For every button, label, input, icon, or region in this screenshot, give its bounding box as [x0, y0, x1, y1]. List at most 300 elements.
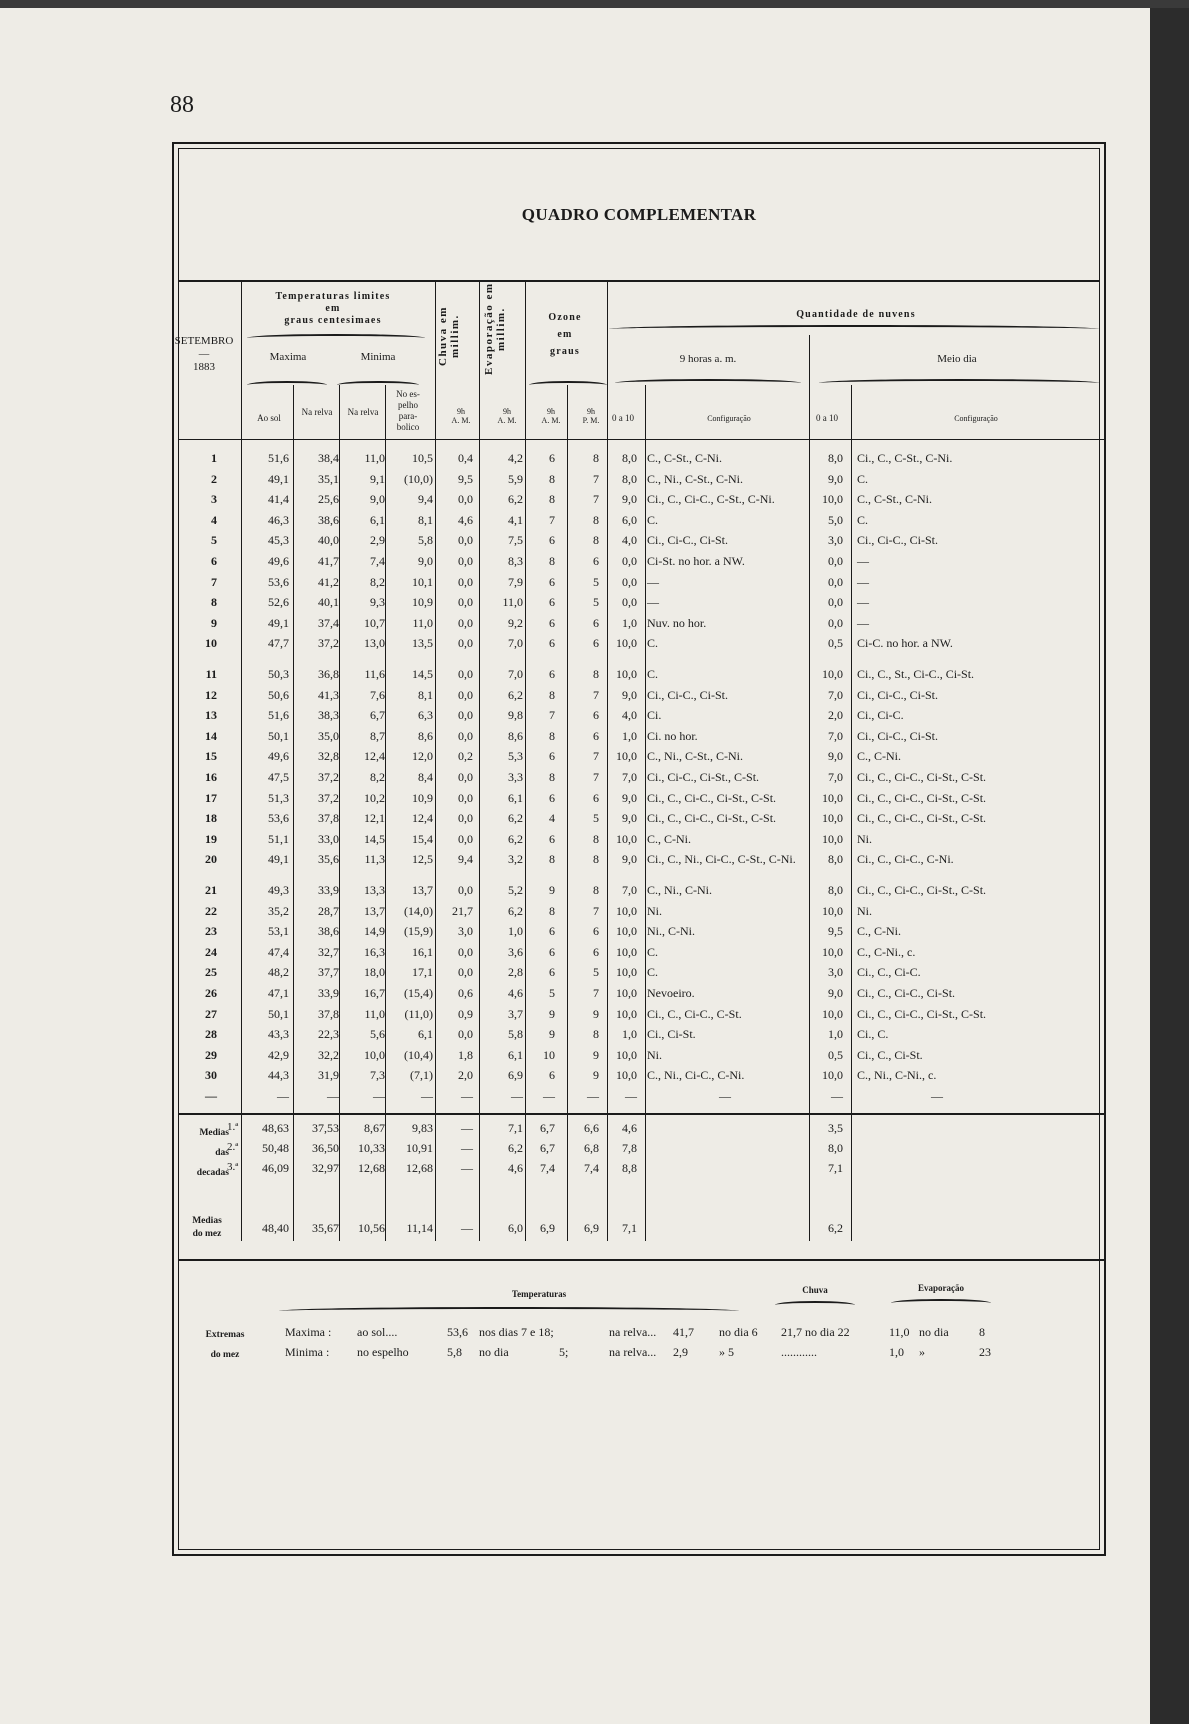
cell-n12: 3,0 — [828, 533, 843, 548]
cell-oz_am: 10 — [543, 1047, 555, 1062]
cell-c12: Ci., C., Ci-C., Ci-St., C-St. — [857, 811, 987, 826]
table-row — [179, 688, 1105, 708]
extremas-maxima-i: no dia — [919, 1325, 949, 1339]
cell-esp: 11,14 — [406, 1221, 433, 1235]
extremas-minima-a: no espelho — [357, 1345, 409, 1359]
extremas-maxima-h: 11,0 — [889, 1325, 910, 1339]
column-rule — [435, 281, 436, 439]
cell-evap: 7,1 — [508, 1121, 523, 1135]
cell-chuva: — — [461, 1121, 473, 1135]
cell-chuva: 0,4 — [458, 451, 473, 465]
cell-chuva: 9,5 — [458, 471, 473, 486]
header-minima: Minima — [360, 351, 396, 363]
cell-oz_am: 9 — [549, 1027, 555, 1042]
cell-c12: — — [857, 615, 869, 630]
cell-n9: 10,0 — [616, 831, 637, 846]
cell-c12: Ni. — [857, 831, 872, 846]
cell-sol: 50,1 — [268, 728, 289, 743]
cell-evap: 6,1 — [508, 790, 523, 805]
cell-oz_pm: 8 — [593, 533, 599, 548]
cell-evap: 3,6 — [508, 944, 523, 959]
cell-d: 9 — [211, 615, 217, 630]
table-row — [179, 1068, 1105, 1088]
cell-evap: 7,5 — [508, 533, 523, 548]
dash-cell: — — [511, 1089, 523, 1103]
header-ozone: Ozone em graus — [548, 312, 582, 357]
cell-chuva: 0,0 — [458, 687, 473, 702]
cell-sol: 48,2 — [268, 965, 289, 980]
cell-oz_pm: 6,6 — [584, 1121, 599, 1135]
cell-chuva: — — [461, 1141, 473, 1155]
table-inner-frame — [174, 148, 1100, 1550]
cell-relva: 37,4 — [318, 615, 339, 630]
cell-evap: 4,1 — [508, 512, 523, 527]
extremas-maxima-row — [179, 1325, 1105, 1345]
table-row — [179, 575, 1105, 595]
cell-oz_pm: 7 — [593, 749, 599, 764]
cell-oz_am: 6 — [549, 574, 555, 589]
header-month: SETEMBRO — [174, 335, 234, 347]
cell-min_relva: 18,0 — [364, 965, 385, 980]
cell-esp: 8,1 — [418, 512, 433, 527]
cell-esp: 5,8 — [418, 533, 433, 548]
cell-oz_pm: 5 — [593, 965, 599, 980]
cell-n9: 9,0 — [622, 852, 637, 867]
cell-c12: C., C-Ni. — [857, 749, 902, 764]
cell-chuva: 0,0 — [458, 708, 473, 723]
cell-n12: 7,0 — [828, 687, 843, 702]
cell-min_relva: 9,3 — [370, 595, 385, 610]
cell-relva: 32,7 — [318, 944, 339, 959]
cell-c12: — — [857, 554, 869, 568]
cell-c12: Ci., C., Ci-C. — [857, 965, 921, 980]
cell-min_relva: 10,2 — [364, 790, 385, 805]
extremas-evaporacao: Evaporação — [918, 1283, 964, 1293]
header-year: 1883 — [193, 361, 215, 373]
cell-n9: 9,0 — [622, 811, 637, 826]
column-rule — [809, 335, 810, 439]
cell-c12: Ci., Ci-C., Ci-St. — [857, 687, 939, 702]
cell-oz_am: 6 — [549, 533, 555, 548]
cell-chuva: 0,0 — [458, 492, 473, 507]
cell-evap: 7,0 — [508, 667, 523, 681]
column-rule — [241, 281, 242, 439]
cell-n12: 0,5 — [828, 636, 843, 651]
cell-evap: 6,2 — [508, 687, 523, 702]
cell-evap: 3,2 — [508, 852, 523, 867]
cell-n12: 0,0 — [828, 595, 843, 610]
cell-oz_pm: 6,9 — [584, 1221, 599, 1235]
cell-chuva: — — [461, 1221, 473, 1235]
cell-evap: 5,8 — [508, 1027, 523, 1042]
table-row — [179, 554, 1105, 574]
cell-n9: 10,0 — [616, 667, 637, 681]
medias-top-rule — [179, 1113, 1105, 1115]
cell-relva: 28,7 — [318, 903, 339, 918]
cell-min_relva: 6,7 — [370, 708, 385, 723]
cell-evap: 9,2 — [508, 615, 523, 630]
cell-relva: 37,8 — [318, 811, 339, 826]
cell-esp: 12,0 — [412, 749, 433, 764]
header-meio-dia: Meio dia — [937, 353, 977, 365]
cell-c9: C. — [647, 636, 659, 651]
cell-n9: 0,0 — [622, 554, 637, 568]
cell-sol: 50,6 — [268, 687, 289, 702]
cell-evap: 6,1 — [508, 1047, 523, 1062]
cell-d: 2 — [211, 471, 217, 486]
cell-n12: 9,5 — [828, 924, 843, 939]
cell-esp: 8,4 — [418, 770, 433, 784]
cell-relva: 33,9 — [318, 883, 339, 897]
cell-sol: 44,3 — [268, 1068, 289, 1083]
cell-esp: 12,68 — [406, 1161, 433, 1175]
cell-sol: 41,4 — [268, 492, 289, 507]
column-rule — [339, 385, 340, 439]
table-row — [179, 729, 1105, 749]
extremas-chuva: Chuva — [802, 1285, 828, 1295]
cell-oz_pm: 9 — [593, 1068, 599, 1083]
cell-min_relva: 9,1 — [370, 471, 385, 486]
cell-min_relva: 7,3 — [370, 1068, 385, 1083]
cell-c9: Ci. — [647, 708, 662, 723]
cell-n9: 0,0 — [622, 595, 637, 610]
cell-oz_am: 6,7 — [540, 1141, 555, 1155]
table-row — [179, 1048, 1105, 1068]
extremas-minima-c: no dia — [479, 1345, 509, 1359]
cell-oz_pm: 7 — [593, 903, 599, 918]
header-bottom-rule — [179, 439, 1105, 440]
cell-oz_pm: 5 — [593, 595, 599, 610]
cell-d: 19 — [205, 831, 217, 846]
cell-sol: 43,3 — [268, 1027, 289, 1042]
cell-n9: 4,0 — [622, 533, 637, 548]
cell-chuva: 0,0 — [458, 615, 473, 630]
extremas-minima-g: ............ — [781, 1345, 817, 1359]
cell-evap: 5,2 — [508, 883, 523, 897]
cell-d: 8 — [211, 595, 217, 610]
cell-oz_am: 8 — [549, 492, 555, 507]
cell-relva: 37,2 — [318, 790, 339, 805]
cell-esp: 12,5 — [412, 852, 433, 867]
cell-oz_pm: 8 — [593, 1027, 599, 1042]
cell-evap: 3,3 — [508, 770, 523, 784]
medias-decada-row — [179, 1141, 1105, 1161]
cell-n9: 10,0 — [616, 944, 637, 959]
cell-esp: 17,1 — [412, 965, 433, 980]
header-brace-minima — [337, 381, 419, 389]
cell-c12: Ci-C. no hor. a NW. — [857, 636, 953, 651]
header-0a10-md: 0 a 10 — [816, 413, 838, 423]
brace-evaporacao — [891, 1299, 991, 1307]
cell-esp: 10,5 — [412, 451, 433, 465]
extremas-maxima-e: 41,7 — [673, 1325, 694, 1339]
cell-d: 18 — [205, 811, 217, 826]
cell-oz_pm: 5 — [593, 574, 599, 589]
cell-esp: 16,1 — [412, 944, 433, 959]
cell-oz_am: 6 — [549, 749, 555, 764]
cell-c12: — — [857, 574, 869, 589]
cell-min_relva: 6,1 — [370, 512, 385, 527]
cell-esp: (10,4) — [404, 1047, 433, 1062]
cell-esp: (15,4) — [404, 986, 433, 1000]
cell-min_relva: 14,9 — [364, 924, 385, 939]
cell-n9: 7,0 — [622, 770, 637, 784]
medias-mez-row — [179, 1221, 1105, 1241]
cell-relva: 22,3 — [318, 1027, 339, 1042]
cell-d: 27 — [205, 1006, 217, 1021]
cell-evap: 1,0 — [508, 924, 523, 939]
extremas-minima-j: 23 — [979, 1345, 991, 1359]
cell-relva: 41,3 — [318, 687, 339, 702]
cell-sol: 51,1 — [268, 831, 289, 846]
header-chuva: Chuva em millim. — [437, 306, 461, 366]
cell-esp: 9,83 — [412, 1121, 433, 1135]
table-row — [179, 1007, 1105, 1027]
cell-n12: 10,0 — [822, 831, 843, 846]
cell-n12: 2,0 — [828, 708, 843, 723]
cell-c9: — — [647, 595, 659, 610]
cell-chuva: — — [461, 1161, 473, 1175]
cell-oz_am: 5 — [549, 986, 555, 1000]
table-row — [179, 749, 1105, 769]
cell-c9: Ni., C-Ni. — [647, 924, 695, 939]
cell-oz_am: 6 — [549, 451, 555, 465]
cell-esp: 9,0 — [418, 554, 433, 568]
cell-esp: (15,9) — [404, 924, 433, 939]
medias-decada-row — [179, 1121, 1105, 1141]
brace-chuva — [775, 1301, 855, 1309]
cell-c12: Ci., C., Ci-St. — [857, 1047, 923, 1062]
cell-n9: 8,0 — [622, 451, 637, 465]
cell-d: 3 — [211, 492, 217, 507]
cell-oz_pm: 6 — [593, 944, 599, 959]
cell-c9: C., Ni., C-St., C-Ni. — [647, 749, 744, 764]
cell-n12: 9,0 — [828, 471, 843, 486]
cell-n12: 0,0 — [828, 615, 843, 630]
cell-c9: Ci., C., Ci-C., C-St., C-Ni. — [647, 492, 775, 507]
table-row — [179, 1027, 1105, 1047]
cell-n9: 10,0 — [616, 1068, 637, 1083]
cell-relva: 35,1 — [318, 471, 339, 486]
cell-n12: 7,0 — [828, 728, 843, 743]
cell-c9: Ni. — [647, 1047, 662, 1062]
cell-n12: 1,0 — [828, 1027, 843, 1042]
cell-evap: 9,8 — [508, 708, 523, 723]
cell-min_relva: 10,56 — [358, 1221, 385, 1235]
cell-esp: 10,91 — [406, 1141, 433, 1155]
extremas-maxima-j: 8 — [979, 1325, 985, 1339]
cell-d: 17 — [205, 790, 217, 805]
header-brace-ozone — [529, 381, 607, 389]
cell-min_relva: 10,33 — [358, 1141, 385, 1155]
cell-n12: 10,0 — [822, 492, 843, 507]
cell-c12: Ci., C., Ci-C., Ci-St., C-St. — [857, 790, 987, 805]
cell-oz_am: 9 — [549, 883, 555, 897]
cell-evap: 8,3 — [508, 554, 523, 568]
cell-sol: 51,6 — [268, 708, 289, 723]
cell-d: 1 — [211, 451, 217, 465]
cell-c12: C., C-Ni., c. — [857, 944, 916, 959]
cell-esp: 13,7 — [412, 883, 433, 897]
cell-evap: 2,8 — [508, 965, 523, 980]
cell-c12: Ci., C., Ci-C., Ci-St. — [857, 986, 956, 1000]
cell-min_relva: 12,4 — [364, 749, 385, 764]
table-row — [179, 811, 1105, 831]
cell-n12: 9,0 — [828, 749, 843, 764]
cell-chuva: 0,0 — [458, 574, 473, 589]
cell-esp: 11,0 — [412, 615, 433, 630]
table-row — [179, 595, 1105, 615]
cell-d: 30 — [205, 1068, 217, 1083]
cell-evap: 4,6 — [508, 1161, 523, 1175]
cell-min_relva: 10,7 — [364, 615, 385, 630]
cell-oz_am: 6 — [549, 924, 555, 939]
cell-c12: Ci., C., Ci-C., Ci-St., C-St. — [857, 883, 987, 897]
cell-sol: 49,1 — [268, 615, 289, 630]
cell-sol: 53,6 — [268, 811, 289, 826]
dash-cell: — — [831, 1089, 843, 1103]
cell-n9: 8,8 — [622, 1161, 637, 1175]
extremas-maxima-g: 21,7 no dia 22 — [781, 1325, 850, 1339]
table-row — [179, 883, 1105, 903]
cell-sol: 35,2 — [268, 903, 289, 918]
cell-sol: 45,3 — [268, 533, 289, 548]
cell-oz_am: 7 — [549, 512, 555, 527]
cell-min_relva: 9,0 — [370, 492, 385, 507]
header-no-espelho: No es- pelho para- bolico — [396, 389, 420, 432]
cell-c12: Ci., C., St., Ci-C., Ci-St. — [857, 667, 975, 681]
cell-n12: 10,0 — [822, 1006, 843, 1021]
cell-n9: 10,0 — [616, 1047, 637, 1062]
data-table — [174, 149, 1105, 1553]
cell-oz_pm: 8 — [593, 512, 599, 527]
cell-sol: 47,1 — [268, 986, 289, 1000]
cell-relva: 41,7 — [318, 554, 339, 568]
cell-oz_pm: 6 — [593, 615, 599, 630]
table-row — [179, 708, 1105, 728]
cell-relva: 38,6 — [318, 924, 339, 939]
cell-n12: 10,0 — [822, 944, 843, 959]
cell-n9: 4,6 — [622, 1121, 637, 1135]
medias-decadas-label: Medias das decadas — [196, 1128, 229, 1178]
cell-c9: Ci-St. no hor. a NW. — [647, 554, 745, 568]
cell-min_relva: 8,2 — [370, 770, 385, 784]
cell-sol: 42,9 — [268, 1047, 289, 1062]
table-row — [179, 986, 1105, 1006]
cell-n9: 6,0 — [622, 512, 637, 527]
cell-c12: Ci., C. — [857, 1027, 889, 1042]
cell-c9: Ci., C., Ci-C., C-St. — [647, 1006, 742, 1021]
cell-c9: C. — [647, 512, 659, 527]
cell-chuva: 0,0 — [458, 790, 473, 805]
cell-d: 16 — [205, 770, 217, 784]
cell-chuva: 0,2 — [458, 749, 473, 764]
cell-min_relva: 10,0 — [364, 1047, 385, 1062]
cell-min_relva: 12,68 — [358, 1161, 385, 1175]
cell-c9: Nevoeiro. — [647, 986, 695, 1000]
cell-oz_am: 8 — [549, 852, 555, 867]
cell-c12: Ci., Ci-C., Ci-St. — [857, 533, 939, 548]
cell-min_relva: 13,7 — [364, 903, 385, 918]
cell-relva: 35,6 — [318, 852, 339, 867]
cell-chuva: 21,7 — [452, 903, 473, 918]
cell-oz_am: 6 — [549, 615, 555, 630]
decada-number: 2.ª — [227, 1141, 239, 1153]
extremas-temperaturas: Temperaturas — [511, 1289, 567, 1299]
cell-chuva: 0,0 — [458, 770, 473, 784]
cell-c9: C., Ni., C-St., C-Ni. — [647, 471, 744, 486]
cell-chuva: 1,8 — [458, 1047, 473, 1062]
dash-cell: — — [205, 1089, 217, 1103]
cell-oz_pm: 6 — [593, 708, 599, 723]
cell-chuva: 0,0 — [458, 883, 473, 897]
cell-esp: 10,1 — [412, 574, 433, 589]
cell-n12: 0,0 — [828, 574, 843, 589]
cell-oz_am: 8 — [549, 770, 555, 784]
cell-chuva: 0,0 — [458, 811, 473, 826]
cell-chuva: 0,0 — [458, 667, 473, 681]
cell-n9: 7,1 — [622, 1221, 637, 1235]
cell-c9: — — [647, 574, 659, 589]
cell-c12: C., C-Ni. — [857, 924, 902, 939]
table-row — [179, 616, 1105, 636]
cell-chuva: 0,0 — [458, 965, 473, 980]
cell-oz_am: 6 — [549, 944, 555, 959]
cell-min_relva: 11,3 — [364, 852, 385, 867]
cell-c9: Ci. no hor. — [647, 728, 698, 743]
cell-n12: 10,0 — [822, 903, 843, 918]
cell-d: 12 — [205, 687, 217, 702]
cell-chuva: 0,0 — [458, 1027, 473, 1042]
cell-n12: 3,5 — [828, 1121, 843, 1135]
cell-d: 14 — [205, 728, 217, 743]
cell-min_relva: 16,7 — [364, 986, 385, 1000]
cell-evap: 4,6 — [508, 986, 523, 1000]
table-row — [179, 533, 1105, 553]
cell-oz_am: 6 — [549, 831, 555, 846]
cell-n12: 7,0 — [828, 770, 843, 784]
extremas-maxima-a: ao sol.... — [357, 1325, 398, 1339]
cell-oz_pm: 8 — [593, 451, 599, 465]
cell-n9: 7,8 — [622, 1141, 637, 1155]
cell-relva: 35,67 — [312, 1221, 339, 1235]
cell-min_relva: 11,0 — [364, 1006, 385, 1021]
cell-c9: C. — [647, 944, 659, 959]
table-row — [179, 472, 1105, 492]
cell-oz_pm: 6 — [593, 728, 599, 743]
cell-sol: 50,1 — [268, 1006, 289, 1021]
cell-relva: 38,3 — [318, 708, 339, 723]
cell-oz_am: 6,7 — [540, 1121, 555, 1135]
cell-d: 4 — [211, 512, 217, 527]
cell-sol: 53,6 — [268, 574, 289, 589]
cell-esp: (10,0) — [404, 471, 433, 486]
header-0a10-am: 0 a 10 — [612, 413, 634, 423]
cell-evap: 6,2 — [508, 492, 523, 507]
cell-min_relva: 8,67 — [364, 1121, 385, 1135]
dash-cell: — — [543, 1089, 555, 1103]
extremas-maxima-d: na relva... — [609, 1325, 657, 1339]
cell-oz_am: 6 — [549, 965, 555, 980]
cell-oz_pm: 6 — [593, 636, 599, 651]
cell-relva: 37,7 — [318, 965, 339, 980]
table-row — [179, 451, 1105, 471]
dash-cell: — — [327, 1089, 339, 1103]
cell-n12: 9,0 — [828, 986, 843, 1000]
cell-n12: 10,0 — [822, 1068, 843, 1083]
extremas-label: Extremas do mez — [205, 1330, 245, 1360]
cell-esp: (14,0) — [404, 903, 433, 918]
